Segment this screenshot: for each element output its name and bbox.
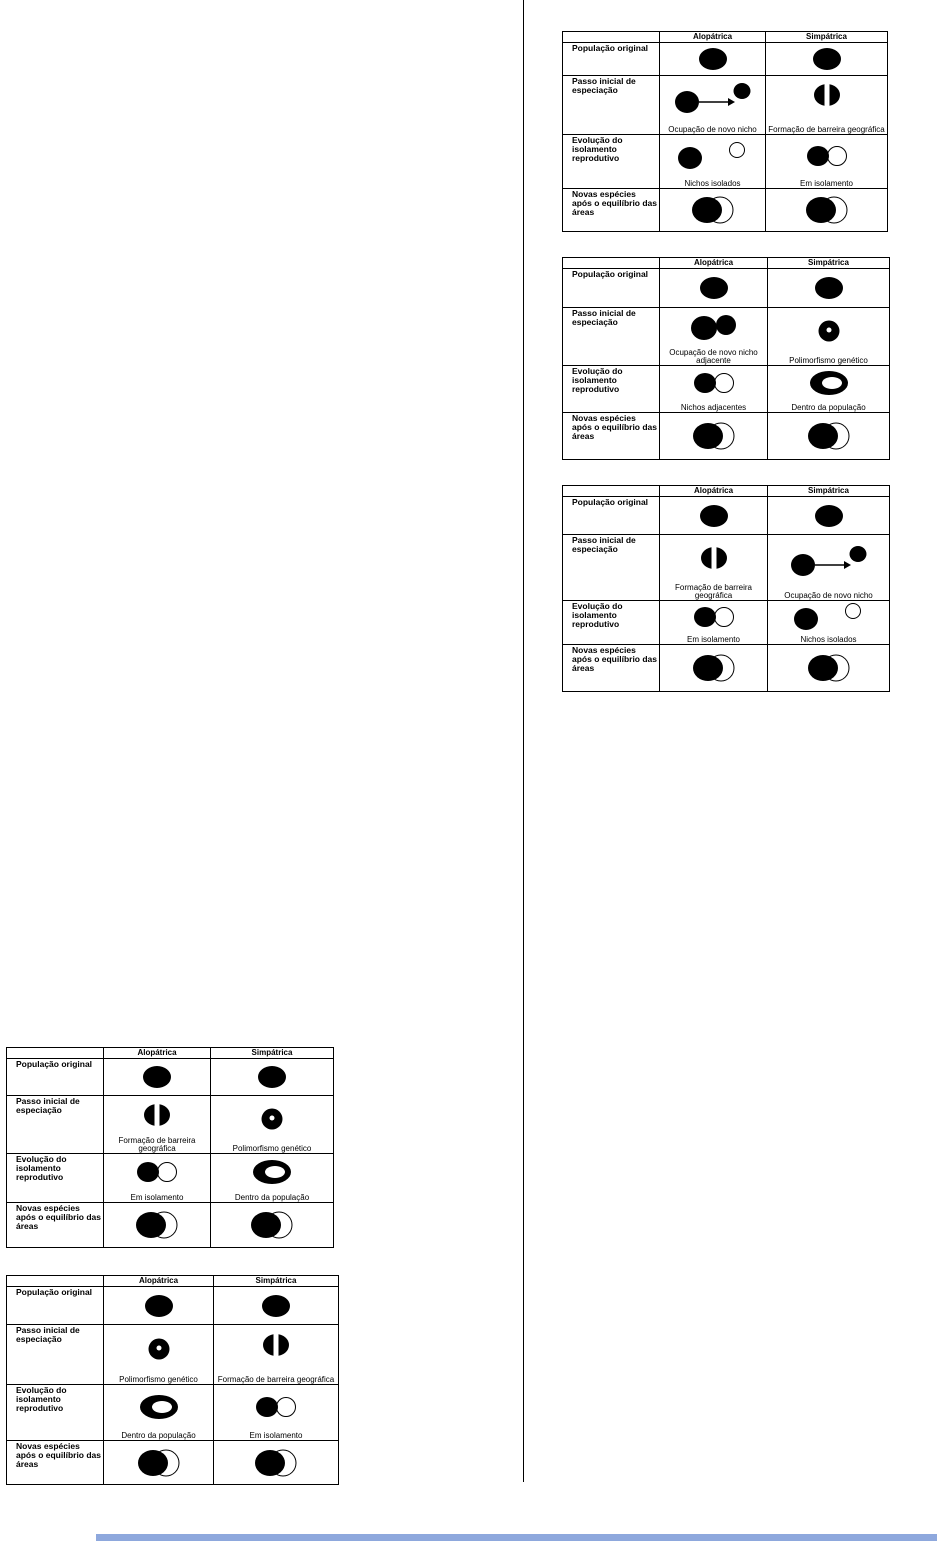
simpatrica-cell bbox=[766, 189, 888, 232]
speciation-table bbox=[562, 31, 888, 232]
apart-pair-icon bbox=[793, 603, 865, 631]
touch-pair-icon bbox=[691, 605, 737, 629]
alopatrica-cell bbox=[104, 1441, 214, 1485]
row-label: Evolução do isolamento reprodutivo bbox=[563, 366, 660, 413]
column-header: Simpátrica bbox=[768, 258, 890, 269]
cell-caption: Ocupação de novo nicho bbox=[668, 125, 757, 134]
cell-caption: Dentro da população bbox=[121, 1431, 196, 1440]
table-row bbox=[7, 1385, 339, 1441]
cell-caption: Em isolamento bbox=[130, 1193, 184, 1202]
alopatrica-cell bbox=[660, 366, 768, 413]
table-row bbox=[563, 76, 888, 135]
cell-caption: Polimorfismo genético bbox=[789, 356, 868, 365]
alopatrica-cell bbox=[660, 135, 766, 189]
column-header: Simpátrica bbox=[214, 1276, 339, 1287]
table-row bbox=[563, 413, 890, 460]
header-blank-cell bbox=[563, 258, 660, 269]
table-row bbox=[563, 601, 890, 645]
simpatrica-cell bbox=[768, 413, 890, 460]
header-blank-cell bbox=[7, 1276, 104, 1287]
dot-icon bbox=[142, 1065, 172, 1089]
split-barrier-icon bbox=[261, 1333, 291, 1357]
cell-caption: Polimorfismo genético bbox=[232, 1144, 312, 1153]
dot-center-icon bbox=[147, 1338, 171, 1360]
speciation-table bbox=[6, 1047, 334, 1248]
row-label: Novas espécies após o equilíbrio das áreas bbox=[7, 1203, 104, 1248]
touch-pair-icon bbox=[691, 371, 737, 395]
dot-icon bbox=[261, 1294, 291, 1318]
row-label: População original bbox=[563, 497, 660, 535]
apart-pair-icon bbox=[677, 142, 749, 170]
table-row bbox=[563, 366, 890, 413]
alopatrica-cell bbox=[660, 189, 766, 232]
overlap-pair-icon bbox=[689, 654, 739, 682]
dot-icon bbox=[144, 1294, 174, 1318]
overlap-pair-icon bbox=[247, 1211, 297, 1239]
simpatrica-cell bbox=[766, 135, 888, 189]
table-row bbox=[563, 308, 890, 366]
table-row bbox=[563, 269, 890, 308]
alopatrica-cell bbox=[660, 76, 766, 135]
column-divider bbox=[523, 0, 524, 1482]
overlap-pair-icon bbox=[689, 422, 739, 450]
dot-icon bbox=[812, 47, 842, 71]
row-label: Passo inicial de especiação bbox=[7, 1096, 104, 1154]
overlap-pair-icon bbox=[251, 1449, 301, 1477]
table-row bbox=[7, 1096, 334, 1154]
alopatrica-cell bbox=[660, 601, 768, 645]
cell-caption: Dentro da população bbox=[234, 1193, 310, 1202]
row-label: Evolução do isolamento reprodutivo bbox=[7, 1385, 104, 1441]
simpatrica-cell bbox=[211, 1096, 334, 1154]
overlap-pair-icon bbox=[804, 422, 854, 450]
column-header: Alopátrica bbox=[660, 486, 768, 497]
simpatrica-cell bbox=[768, 601, 890, 645]
dot-icon bbox=[699, 504, 729, 528]
dot-icon bbox=[814, 276, 844, 300]
dot-icon bbox=[814, 504, 844, 528]
row-label: População original bbox=[563, 269, 660, 308]
column-header: Alopátrica bbox=[104, 1276, 214, 1287]
alopatrica-cell bbox=[660, 535, 768, 601]
simpatrica-cell bbox=[766, 76, 888, 135]
table-row bbox=[7, 1154, 334, 1203]
overlap-pair-icon bbox=[688, 196, 738, 224]
table-row bbox=[7, 1287, 339, 1325]
table-row bbox=[563, 535, 890, 601]
simpatrica-cell bbox=[214, 1441, 339, 1485]
row-label: Novas espécies após o equilíbrio das áreas bbox=[7, 1441, 104, 1485]
ring-inner-icon bbox=[252, 1159, 292, 1185]
footer-bar bbox=[96, 1534, 937, 1541]
adjacent-dots-icon bbox=[690, 314, 738, 340]
dot-icon bbox=[257, 1065, 287, 1089]
row-label: Evolução do isolamento reprodutivo bbox=[563, 135, 660, 189]
alopatrica-cell bbox=[104, 1059, 211, 1096]
simpatrica-cell bbox=[211, 1154, 334, 1203]
speciation-table bbox=[562, 485, 890, 692]
cell-caption: Ocupação de novo nicho bbox=[784, 591, 873, 600]
ring-inner-icon bbox=[139, 1394, 179, 1420]
cell-caption: Formação de barreira geográfica bbox=[768, 125, 885, 134]
column-header: Alopátrica bbox=[660, 258, 768, 269]
column-header: Alopátrica bbox=[104, 1048, 211, 1059]
column-header: Simpátrica bbox=[766, 32, 888, 43]
table-row bbox=[7, 1441, 339, 1485]
simpatrica-cell bbox=[768, 269, 890, 308]
speciation-table bbox=[6, 1275, 339, 1485]
table-row bbox=[563, 189, 888, 232]
cell-caption: Em isolamento bbox=[687, 635, 740, 644]
row-label: População original bbox=[7, 1287, 104, 1325]
header-blank-cell bbox=[563, 486, 660, 497]
alopatrica-cell bbox=[660, 645, 768, 692]
header-blank-cell bbox=[563, 32, 660, 43]
split-barrier-icon bbox=[812, 83, 842, 107]
row-label: População original bbox=[7, 1059, 104, 1096]
alopatrica-cell bbox=[660, 43, 766, 76]
simpatrica-cell bbox=[214, 1385, 339, 1441]
table-row bbox=[563, 43, 888, 76]
cell-caption: Formação de barreira geográfica bbox=[217, 1375, 335, 1384]
simpatrica-cell bbox=[768, 645, 890, 692]
ring-inner-icon bbox=[809, 370, 849, 396]
dot-center-icon bbox=[260, 1108, 284, 1130]
dot-icon bbox=[698, 47, 728, 71]
cell-caption: Dentro da população bbox=[791, 403, 866, 412]
row-label: Passo inicial de especiação bbox=[7, 1325, 104, 1385]
cell-caption: Em isolamento bbox=[800, 179, 853, 188]
cell-caption: Polimorfismo genético bbox=[119, 1375, 198, 1384]
simpatrica-cell bbox=[768, 308, 890, 366]
alopatrica-cell bbox=[104, 1385, 214, 1441]
split-barrier-icon bbox=[699, 546, 729, 570]
dot-arrow-dot-icon bbox=[674, 82, 752, 116]
simpatrica-cell bbox=[214, 1325, 339, 1385]
alopatrica-cell bbox=[104, 1154, 211, 1203]
row-label: Passo inicial de especiação bbox=[563, 76, 660, 135]
overlap-pair-icon bbox=[802, 196, 852, 224]
alopatrica-cell bbox=[104, 1325, 214, 1385]
table-row bbox=[563, 645, 890, 692]
overlap-pair-icon bbox=[804, 654, 854, 682]
simpatrica-cell bbox=[214, 1287, 339, 1325]
cell-caption: Nichos adjacentes bbox=[680, 403, 747, 412]
alopatrica-cell bbox=[660, 308, 768, 366]
row-label: Passo inicial de especiação bbox=[563, 308, 660, 366]
row-label: População original bbox=[563, 43, 660, 76]
row-label: Evolução do isolamento reprodutivo bbox=[7, 1154, 104, 1203]
column-header: Simpátrica bbox=[768, 486, 890, 497]
simpatrica-cell bbox=[211, 1203, 334, 1248]
simpatrica-cell bbox=[766, 43, 888, 76]
column-header: Alopátrica bbox=[660, 32, 766, 43]
simpatrica-cell bbox=[768, 497, 890, 535]
alopatrica-cell bbox=[104, 1287, 214, 1325]
alopatrica-cell bbox=[660, 269, 768, 308]
table-row bbox=[563, 135, 888, 189]
touch-pair-icon bbox=[804, 144, 850, 168]
simpatrica-cell bbox=[768, 366, 890, 413]
row-label: Novas espécies após o equilíbrio das áreas bbox=[563, 645, 660, 692]
alopatrica-cell bbox=[660, 413, 768, 460]
simpatrica-cell bbox=[211, 1059, 334, 1096]
table-row bbox=[7, 1325, 339, 1385]
table-row bbox=[563, 497, 890, 535]
cell-caption: Nichos isolados bbox=[684, 179, 741, 188]
cell-caption: Formação de barreira geográfica bbox=[118, 1136, 196, 1153]
dot-center-icon bbox=[817, 320, 841, 342]
simpatrica-cell bbox=[768, 535, 890, 601]
row-label: Novas espécies após o equilíbrio das áreas bbox=[563, 189, 660, 232]
overlap-pair-icon bbox=[134, 1449, 184, 1477]
cell-caption: Em isolamento bbox=[249, 1431, 303, 1440]
row-label: Passo inicial de especiação bbox=[563, 535, 660, 601]
table-row bbox=[7, 1203, 334, 1248]
alopatrica-cell bbox=[660, 497, 768, 535]
speciation-table bbox=[562, 257, 890, 460]
row-label: Novas espécies após o equilíbrio das áreas bbox=[563, 413, 660, 460]
alopatrica-cell bbox=[104, 1203, 211, 1248]
dot-icon bbox=[699, 276, 729, 300]
header-blank-cell bbox=[7, 1048, 104, 1059]
cell-caption: Ocupação de novo nicho adjacente bbox=[669, 348, 758, 365]
cell-caption: Formação de barreira geográfica bbox=[675, 583, 752, 600]
table-row bbox=[7, 1059, 334, 1096]
touch-pair-icon bbox=[253, 1395, 299, 1419]
alopatrica-cell bbox=[104, 1096, 211, 1154]
touch-pair-icon bbox=[134, 1160, 180, 1184]
cell-caption: Nichos isolados bbox=[800, 635, 857, 644]
row-label: Evolução do isolamento reprodutivo bbox=[563, 601, 660, 645]
overlap-pair-icon bbox=[132, 1211, 182, 1239]
dot-arrow-dot-icon bbox=[790, 545, 868, 579]
column-header: Simpátrica bbox=[211, 1048, 334, 1059]
split-barrier-icon bbox=[142, 1103, 172, 1127]
